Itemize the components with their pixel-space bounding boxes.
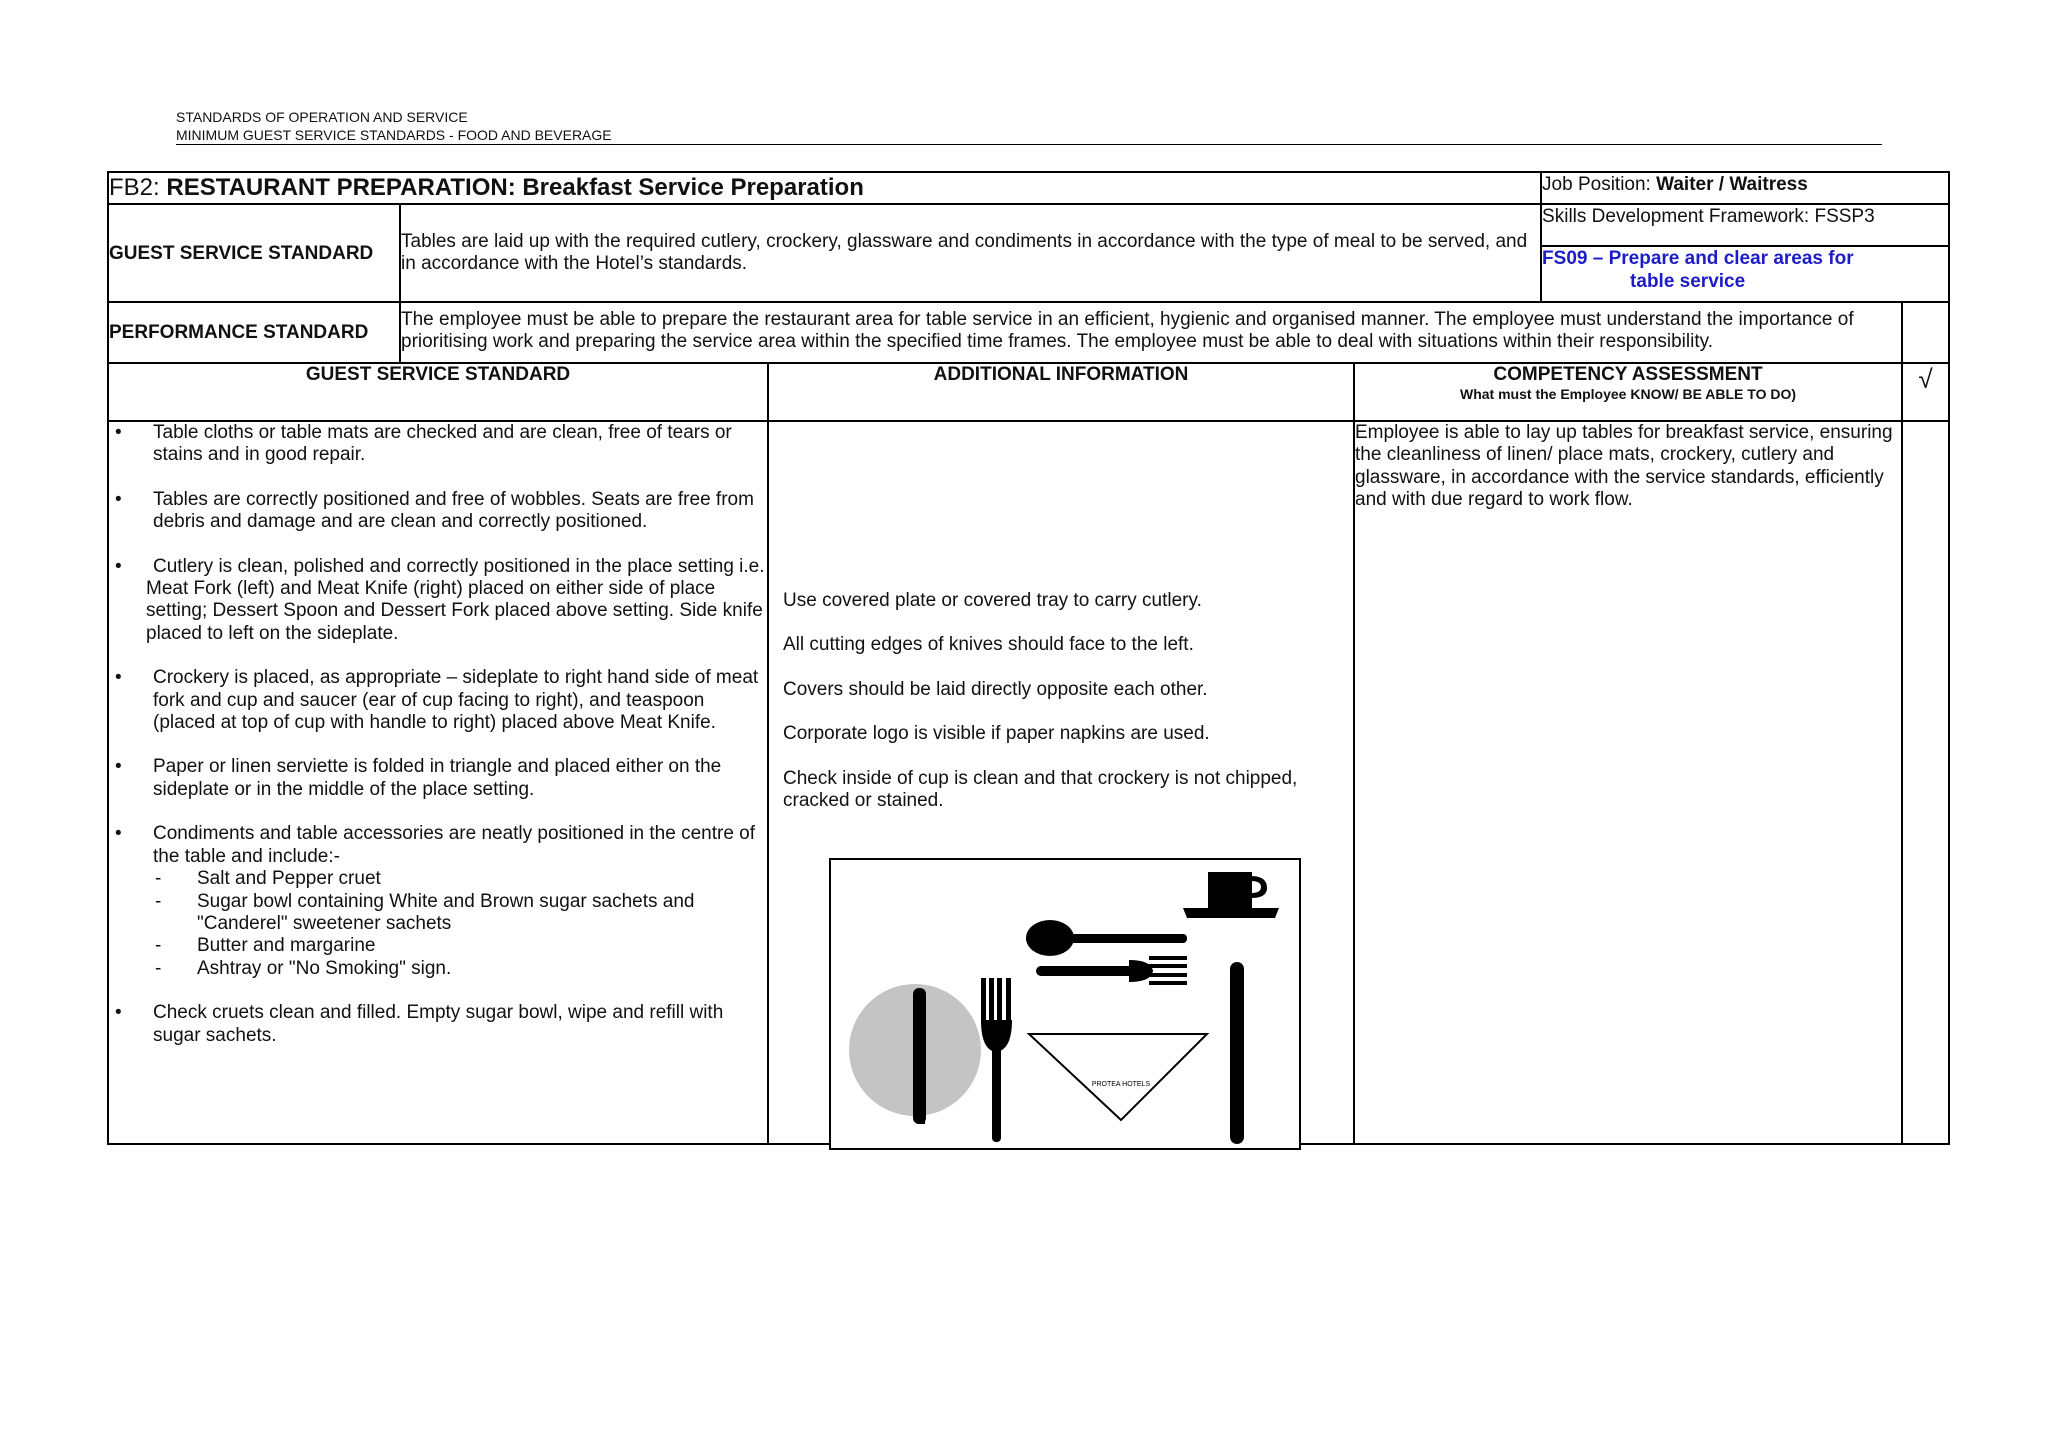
col-head-additional: ADDITIONAL INFORMATION bbox=[768, 363, 1354, 421]
place-setting-svg bbox=[831, 860, 1299, 1148]
fs09-line-2: table service bbox=[1630, 271, 1746, 292]
side-knife-icon bbox=[913, 988, 926, 1124]
skills-framework: Skills Development Framework: FSSP3 bbox=[1541, 204, 1949, 246]
additional-item: Corporate logo is visible if paper napkins are used. bbox=[783, 723, 1210, 745]
list-item: • Check cruets clean and filled. Empty sugar bowl, wipe and refill with sugar sachets. bbox=[109, 1002, 767, 1047]
list-item: • Table cloths or table mats are checked and are clean, free of tears or stains and in good repair. bbox=[109, 422, 767, 467]
performance-check-cell bbox=[1902, 302, 1949, 363]
napkin-icon bbox=[1029, 1034, 1207, 1120]
header-line-1: STANDARDS OF OPERATION AND SERVICE bbox=[176, 109, 468, 125]
list-item: • Cutlery is clean, polished and correctly positioned in the place setting i.e. bbox=[109, 556, 767, 578]
list-item-continuation: Meat Fork (left) and Meat Knife (right) placed on either side of place setting; Dessert Spoon and Dessert Fork placed above setting. Side knife placed to left on the sideplate. bbox=[146, 578, 763, 644]
performance-standard-text: The employee must be able to prepare the restaurant area for table service in an efficient, hygienic and organised manner. The employee must understand the importance of prioritising work and preparing the service area within the specified time frames. The employee must be able to deal with situations within their responsibility. bbox=[400, 302, 1902, 363]
meat-fork-icon bbox=[981, 978, 1012, 1142]
col-head-competency-sub: What must the Employee KNOW/ BE ABLE TO DO) bbox=[1460, 386, 1797, 402]
additional-item: All cutting edges of knives should face to the left. bbox=[783, 634, 1194, 656]
dessert-fork-icon bbox=[1036, 956, 1187, 985]
tick-header: √ bbox=[1902, 363, 1949, 421]
guest-standard-list bbox=[108, 421, 768, 1144]
additional-item: Check inside of cup is clean and that crockery is not chipped, cracked or stained. bbox=[783, 767, 1298, 812]
list-item: • Crockery is placed, as appropriate – sideplate to right hand side of meat fork and cup and saucer (ear of cup facing to right), and teaspoon (placed at top of cup with handle to right) placed above Meat Knife. bbox=[109, 667, 767, 734]
header-line-2: MINIMUM GUEST SERVICE STANDARDS - FOOD AND BEVERAGE bbox=[176, 126, 1882, 145]
place-setting-diagram bbox=[829, 858, 1301, 1150]
title-code: FB2: bbox=[109, 174, 160, 201]
job-position-value: Waiter / Waitress bbox=[1656, 174, 1808, 195]
job-position-label: Job Position: bbox=[1542, 174, 1651, 195]
condiments-sublist bbox=[153, 868, 767, 980]
sublist-item: - Salt and Pepper cruet bbox=[153, 868, 767, 890]
list-item: • Tables are correctly positioned and free of wobbles. Seats are free from debris and damage and are clean and correctly positioned. bbox=[109, 489, 767, 534]
dessert-spoon-icon bbox=[1026, 920, 1187, 956]
fs09-line-1: FS09 – Prepare and clear areas for bbox=[1542, 248, 1854, 269]
additional-item: Covers should be laid directly opposite each other. bbox=[783, 678, 1208, 700]
list-item: • Condiments and table accessories are neatly positioned in the centre of the table and include:- bbox=[109, 823, 767, 868]
job-position bbox=[1541, 172, 1949, 204]
title-cell bbox=[108, 172, 1541, 204]
meat-knife-icon bbox=[1230, 962, 1244, 1144]
cup-and-saucer-icon bbox=[1183, 872, 1279, 918]
guest-service-standard-label: GUEST SERVICE STANDARD bbox=[108, 204, 400, 302]
competency-check-cell bbox=[1902, 421, 1949, 1144]
sublist-item: - Ashtray or "No Smoking" sign. bbox=[153, 958, 767, 980]
sublist-item: - Sugar bowl containing White and Brown sugar sachets and "Canderel" sweetener sachets bbox=[153, 891, 767, 936]
guest-service-standard-text: Tables are laid up with the required cutlery, crockery, glassware and condiments in accordance with the type of meal to be served, and in accordance with the Hotel’s standards. bbox=[400, 204, 1541, 302]
document-header bbox=[176, 108, 1882, 145]
col-head-guest: GUEST SERVICE STANDARD bbox=[108, 363, 768, 421]
additional-info-text bbox=[783, 590, 1343, 834]
col-head-competency-title: COMPETENCY ASSESSMENT bbox=[1493, 364, 1763, 385]
additional-item: Use covered plate or covered tray to carry cutlery. bbox=[783, 590, 1202, 611]
page-title: RESTAURANT PREPARATION: Breakfast Service Preparation bbox=[166, 174, 864, 201]
fs09-link bbox=[1541, 246, 1949, 302]
list-item: • Paper or linen serviette is folded in triangle and placed either on the sideplate or in the middle of the place setting. bbox=[109, 756, 767, 801]
sublist-item: - Butter and margarine bbox=[153, 935, 767, 957]
performance-standard-label: PERFORMANCE STANDARD bbox=[108, 302, 400, 363]
col-head-competency bbox=[1354, 363, 1902, 421]
napkin-logo: PROTEA HOTELS bbox=[1091, 1081, 1151, 1088]
competency-text: Employee is able to lay up tables for breakfast service, ensuring the cleanliness of linen/ place mats, crockery, cutlery and glassware, in accordance with the service standards, efficiently and with due regard to work flow. bbox=[1354, 421, 1902, 1144]
